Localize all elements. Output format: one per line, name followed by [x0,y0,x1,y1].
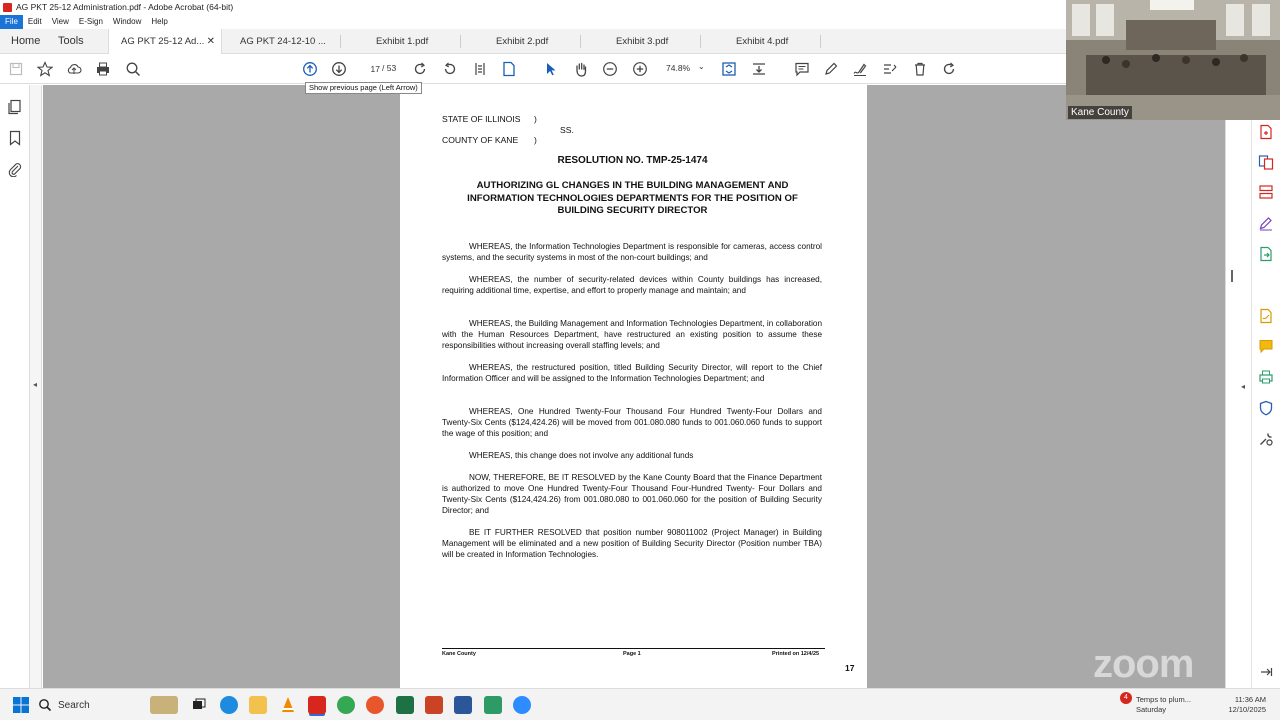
file-explorer-icon[interactable] [249,696,267,714]
highlight-pen-icon[interactable] [822,60,840,78]
search-label: Search [58,699,90,711]
paragraph-2: WHEREAS, the number of security-related devices within County buildings has increased, requiring additional time, expertise, and effort to properly manage and maintain; and [442,275,822,295]
comment-tool-icon[interactable] [1258,338,1274,354]
delete-trash-icon[interactable] [911,60,929,78]
menu-edit[interactable]: Edit [27,17,42,26]
request-signatures-icon[interactable] [1258,308,1274,324]
footer-page: Page 1 [623,651,641,657]
menu-esign[interactable]: E-Sign [78,17,103,26]
zoom-level-select[interactable] [662,62,710,76]
windows-start-icon[interactable] [12,696,30,714]
next-page-icon[interactable] [330,60,348,78]
state-line: STATE OF ILLINOIS [442,114,521,124]
meeting-room-video-frame [1066,0,1280,120]
tab-doc-2[interactable]: AG PKT 24-12-10 ... [240,36,326,47]
organize-pages-icon[interactable] [1258,184,1274,200]
paragraph-1: WHEREAS, the Information Technologies Department is responsible for cameras, access control systems, and the security systems in most of the non-court buildings; and [442,242,822,262]
pdf-page[interactable] [400,85,867,688]
export-pdf-icon[interactable] [1258,246,1274,262]
bookmark-star-icon[interactable] [36,60,54,78]
paragraph-7: NOW, THEREFORE, BE IT RESOLVED by the Kane County Board that the Finance Department is authorized to move One Hundred Twenty-Four Thousand Four-Hundred Twenty- Four Dollars and Twenty-Six Cents ($124,424.26) from 001.080.080 to 001.060.060 for the position of Building Security Director; and [442,473,822,515]
county-paren: ) [534,135,537,145]
tab-home[interactable]: Home [11,35,41,47]
zoom-level-value: 74.8% [666,63,691,73]
bookmarks-icon[interactable] [7,130,23,146]
resolution-number: RESOLUTION NO. TMP-25-1474 [557,155,708,166]
zoom-in-icon[interactable] [631,60,649,78]
undo-rotate-icon[interactable] [940,60,958,78]
tab-exhibit-1[interactable]: Exhibit 1.pdf [376,36,429,47]
footer-county: Kane County [442,651,476,657]
combine-files-icon[interactable] [1258,154,1274,170]
system-clock[interactable] [1222,695,1266,715]
tab-row [0,29,1066,54]
taskbar-search[interactable] [38,694,138,716]
vertical-scrollbar[interactable] [1225,120,1251,688]
paragraph-8: BE IT FURTHER RESOLVED that position number 908011002 (Project Manager) in Building Management will be eliminated and a new position of Building Security Director (Position number TBA) will be created in Information Technologies. [442,528,822,559]
paragraph-6: WHEREAS, this change does not involve any additional funds [469,451,694,460]
clock-time: 11:36 AM [1234,695,1266,704]
zoom-search-icon[interactable] [124,60,142,78]
close-tab-icon[interactable]: ✕ [206,36,215,47]
tab-doc-active[interactable] [108,29,222,54]
toolbar [0,54,1066,84]
acrobat-logo-icon [3,3,12,12]
firefox-browser-icon[interactable] [366,696,384,714]
word-icon[interactable] [454,696,472,714]
edit-pdf-icon[interactable] [1258,215,1274,231]
clock-date: 12/10/2025 [1228,705,1266,714]
expand-left-arrow-icon[interactable]: ◂ [33,380,38,389]
task-view-icon[interactable] [190,696,208,714]
right-tools-pane [1251,120,1280,688]
menu-file[interactable]: File [0,15,23,29]
draw-signature-icon[interactable] [851,60,869,78]
ss-label: SS. [560,125,574,135]
comment-icon[interactable] [793,60,811,78]
search-highlight-icon[interactable] [150,696,178,714]
search-icon [38,698,52,712]
hand-tool-icon[interactable] [572,60,590,78]
tab-exhibit-4[interactable]: Exhibit 4.pdf [736,36,789,47]
menu-bar [0,15,1066,29]
acrobat-taskbar-icon[interactable] [308,696,326,714]
paragraph-3: WHEREAS, the Building Management and Information Technologies Department, in collaboration with the Human Resources Department, have restructured an existing position to assume these responsibilities without increasing overall staffing levels; and [442,319,822,350]
create-pdf-icon[interactable] [1258,124,1274,140]
scrollbar-thumb[interactable] [1231,270,1233,282]
tab-doc-label: AG PKT 25-12 Ad... [121,36,205,47]
select-cursor-icon[interactable] [542,60,560,78]
chrome-browser-icon[interactable] [337,696,355,714]
print-icon[interactable] [94,60,112,78]
weather-alert-badge: 4 [1120,692,1132,704]
keyboard-icon[interactable] [750,60,768,78]
tab-tools[interactable]: Tools [58,35,84,47]
zoom-app-icon[interactable] [513,696,531,714]
tab-exhibit-3[interactable]: Exhibit 3.pdf [616,36,669,47]
tooltip: Show previous page (Left Arrow) [305,82,422,94]
county-line: COUNTY OF KANE [442,135,519,145]
save-icon[interactable] [7,60,25,78]
zoom-participant-video[interactable] [1066,0,1280,120]
footer-rule [442,648,825,649]
window-title: AG PKT 25-12 Administration.pdf - Adobe Acrobat (64-bit) [16,2,234,12]
chevron-down-icon: ⌄ [698,62,705,71]
state-paren: ) [534,114,537,124]
more-tools-icon[interactable] [1258,431,1274,447]
fit-page-icon[interactable] [471,60,489,78]
menu-view[interactable]: View [51,17,69,26]
weather-widget[interactable] [1118,695,1191,715]
menu-window[interactable]: Window [112,17,142,26]
menu-help[interactable]: Help [151,17,168,26]
page-thumbnails-icon[interactable] [7,99,23,115]
resolution-heading-line-3: BUILDING SECURITY DIRECTOR [557,205,708,216]
rotate-counterclockwise-icon[interactable] [441,60,459,78]
participant-name: Kane County [1068,106,1132,119]
edge-browser-icon[interactable] [220,696,238,714]
calculator-app-icon[interactable] [484,696,502,714]
page-number-input[interactable] [360,62,380,76]
zoom-watermark-logo: zoom [1093,642,1194,686]
upload-cloud-icon[interactable] [65,60,83,78]
page-total: / 53 [382,63,397,73]
title-bar [0,0,1066,15]
collapse-right-arrow-icon[interactable]: ◂ [1241,382,1246,391]
paragraph-4: WHEREAS, the restructured position, titled Building Security Director, will report to the Chief Information Officer and will be assigned to the Information Technologies Department; and [442,363,822,383]
weather-headline: Temps to plum... [1136,695,1192,704]
scrolling-mode-icon[interactable] [720,60,738,78]
resolution-heading-line-1: AUTHORIZING GL CHANGES IN THE BUILDING MANAGEMENT AND [476,180,789,191]
attachments-icon[interactable] [7,161,23,177]
left-navigation-pane [0,85,30,688]
page-view-icon[interactable] [500,60,518,78]
windows-taskbar [0,688,1280,720]
footer-printed-date: Printed on 12/4/25 [772,651,820,657]
collapse-tools-pane-icon[interactable] [1258,664,1274,680]
protect-shield-icon[interactable] [1258,400,1274,416]
powerpoint-icon[interactable] [425,696,443,714]
fill-sign-icon[interactable] [881,60,899,78]
previous-page-icon[interactable] [301,60,319,78]
vlc-player-icon[interactable] [279,696,297,714]
resolution-heading-line-2: INFORMATION TECHNOLOGIES DEPARTMENTS FOR THE POSITION OF [467,192,798,204]
rotate-clockwise-icon[interactable] [411,60,429,78]
paragraph-5: WHEREAS, One Hundred Twenty-Four Thousand Four Hundred Twenty-Four Dollars and Twenty-Six Cents ($124,424.26) will be moved from 001.080.080 funds to 001.060.060 funds to support the wage of this position; and [442,407,822,438]
zoom-out-icon[interactable] [601,60,619,78]
excel-icon[interactable] [396,696,414,714]
tab-exhibit-2[interactable]: Exhibit 2.pdf [496,36,549,47]
page-stamp-number: 17 [845,663,855,673]
weather-day: Saturday [1136,705,1167,714]
left-pane-collapse-handle[interactable] [30,85,42,688]
print-production-icon[interactable] [1258,369,1274,385]
